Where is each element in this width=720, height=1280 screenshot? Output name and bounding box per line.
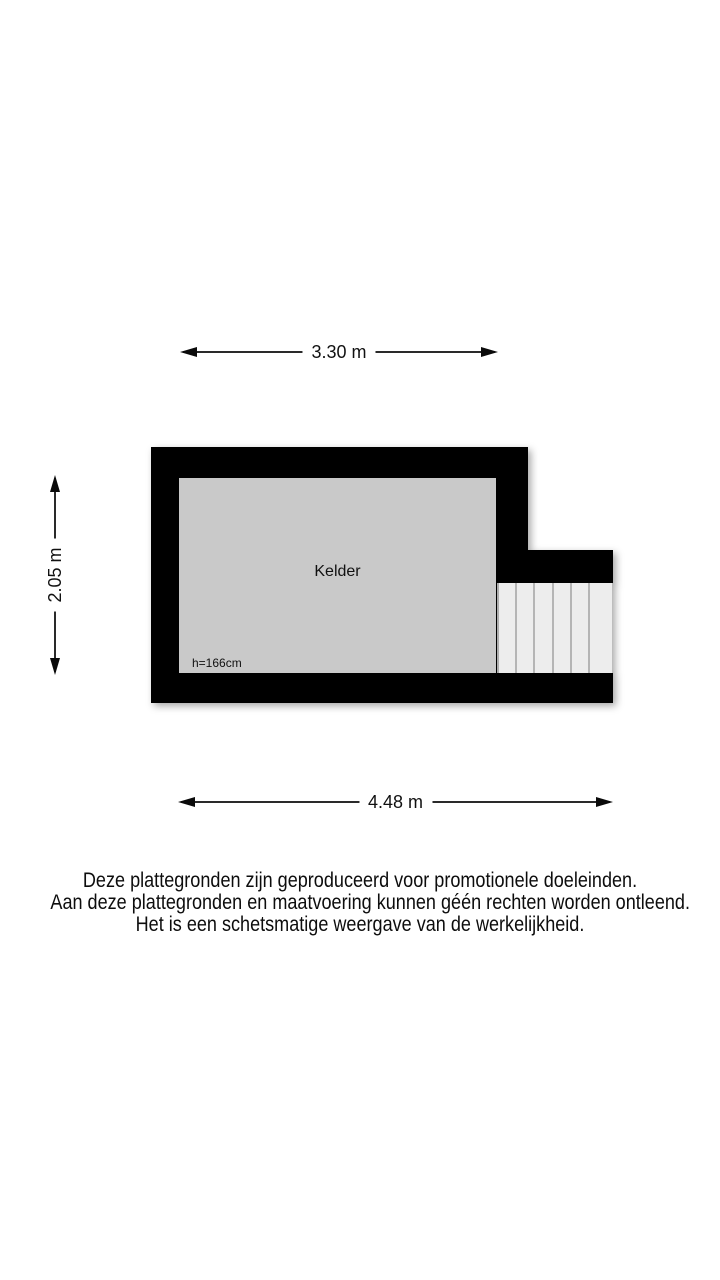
arrowhead-left-icon: [178, 797, 195, 807]
stair-tread-divider: [588, 583, 590, 673]
dimension-top: [180, 343, 498, 361]
disclaimer-text: [50, 869, 690, 936]
disclaimer-line-1: Deze plattegronden zijn geproduceerd voor promotionele doeleinden.: [82, 869, 638, 892]
arrowhead-right-icon: [596, 797, 613, 807]
stair-tread-divider: [552, 583, 554, 673]
dimension-top-label: 3.30 m: [302, 341, 375, 363]
disclaimer-line-3: Het is een schetsmatige weergave van de werkelijkheid.: [135, 913, 585, 936]
staircase: [497, 583, 612, 673]
stair-tread-divider: [533, 583, 535, 673]
arrowhead-left-icon: [180, 347, 197, 357]
dimension-bottom-label: 4.48 m: [359, 791, 432, 813]
arrowhead-up-icon: [50, 475, 60, 492]
dimension-left-label: 2.05 m: [44, 538, 66, 611]
wall-stair-extension-top: [528, 550, 613, 583]
ceiling-height-label: h=166cm: [192, 656, 242, 670]
wall-stair-extension-bottom: [528, 673, 613, 703]
stair-tread-divider: [570, 583, 572, 673]
dimension-left: [46, 475, 64, 675]
arrowhead-right-icon: [481, 347, 498, 357]
floorplan-drawing: [151, 447, 613, 703]
disclaimer-line-2: Aan deze plattegronden en maatvoering kunnen géén rechten worden ontleend.: [50, 891, 690, 914]
arrowhead-down-icon: [50, 658, 60, 675]
dimension-bottom: [178, 793, 613, 811]
room-name-label: Kelder: [314, 563, 361, 580]
stair-tread-divider: [515, 583, 517, 673]
